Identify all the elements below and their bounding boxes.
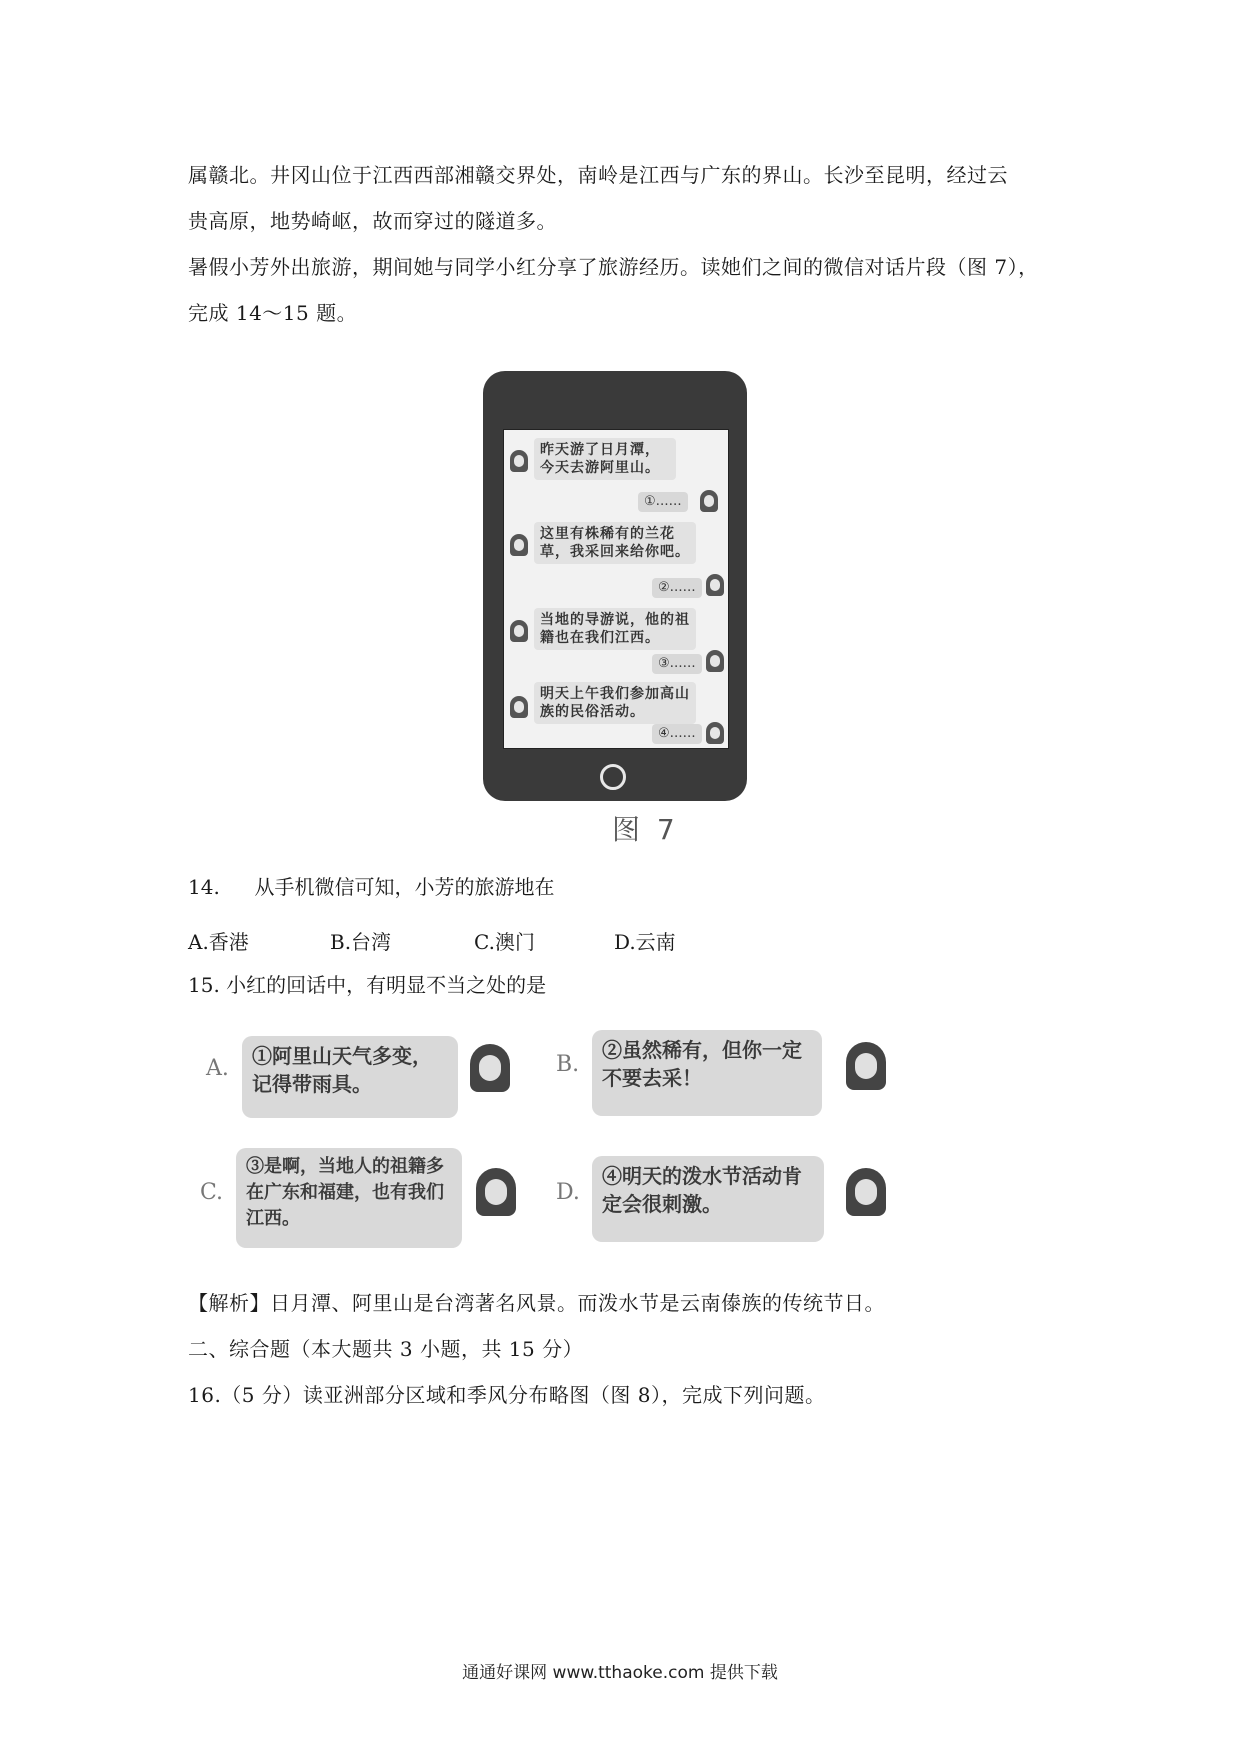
option-b: B.台湾 xyxy=(330,930,392,954)
chat-reply: ①…… xyxy=(638,492,688,512)
page-footer: 通通好课网 www.tthaoke.com 提供下载 xyxy=(462,1663,778,1683)
sender-avatar-icon xyxy=(510,450,528,472)
answer-letter-c: C. xyxy=(200,1180,224,1205)
intro-line-2: 贵高原，地势崎岖，故而穿过的隧道多。 xyxy=(188,209,557,233)
receiver-avatar-icon xyxy=(706,722,724,744)
answer-avatar-icon xyxy=(470,1044,510,1092)
answer-letter-d: D. xyxy=(556,1180,580,1205)
answer-letter-a: A. xyxy=(206,1056,229,1081)
chat-message: 当地的导游说，他的祖籍也在我们江西。 xyxy=(534,608,696,650)
intro-line-3: 暑假小芳外出旅游，期间她与同学小红分享了旅游经历。读她们之间的微信对话片段（图 7）， xyxy=(188,255,1039,279)
option-d: D.云南 xyxy=(614,930,676,954)
answer-bubble-d: ④明天的泼水节活动肯定会很刺激。 xyxy=(592,1156,824,1242)
chat-message: 昨天游了日月潭，今天去游阿里山。 xyxy=(534,438,676,480)
receiver-avatar-icon xyxy=(706,574,724,596)
receiver-avatar-icon xyxy=(700,490,718,512)
question-15-stem: 15. 小红的回话中，有明显不当之处的是 xyxy=(188,973,547,997)
question-14-number: 14. xyxy=(188,875,220,899)
phone-screen xyxy=(503,429,729,749)
sender-avatar-icon xyxy=(510,696,528,718)
section-2-heading: 二、综合题（本大题共 3 小题，共 15 分） xyxy=(188,1337,584,1361)
option-a: A.香港 xyxy=(188,930,249,954)
answer-avatar-icon xyxy=(846,1168,886,1216)
chat-reply: ④…… xyxy=(652,724,702,744)
figure7-caption: 图 7 xyxy=(612,813,679,846)
analysis-text: 【解析】日月潭、阿里山是台湾著名风景。而泼水节是云南傣族的传统节日。 xyxy=(188,1291,885,1315)
chat-message: 明天上午我们参加高山族的民俗活动。 xyxy=(534,682,696,724)
answer-avatar-icon xyxy=(476,1168,516,1216)
answer-bubble-a: ①阿里山天气多变，记得带雨具。 xyxy=(242,1036,458,1118)
question-14 xyxy=(188,872,555,902)
home-button-icon xyxy=(600,764,626,790)
question-16-stem: 16.（5 分）读亚洲部分区域和季风分布略图（图 8），完成下列问题。 xyxy=(188,1383,826,1407)
answer-avatar-icon xyxy=(846,1042,886,1090)
option-c: C.澳门 xyxy=(474,930,535,954)
sender-avatar-icon xyxy=(510,534,528,556)
analysis-and-section xyxy=(188,1280,1068,1418)
figure7-phone xyxy=(483,371,747,801)
sender-avatar-icon xyxy=(510,620,528,642)
chat-reply: ③…… xyxy=(652,654,702,674)
receiver-avatar-icon xyxy=(706,650,724,672)
phone-status-bar xyxy=(507,411,725,423)
answer-bubble-c: ③是啊，当地人的祖籍多在广东和福建，也有我们江西。 xyxy=(236,1148,462,1248)
chat-reply: ②…… xyxy=(652,578,702,598)
intro-line-4: 完成 14～15 题。 xyxy=(188,301,358,325)
answer-bubble-b: ②虽然稀有，但你一定不要去采！ xyxy=(592,1030,822,1116)
chat-message: 这里有株稀有的兰花草，我采回来给你吧。 xyxy=(534,522,696,564)
question-14-stem: 从手机微信可知，小芳的旅游地在 xyxy=(254,875,555,899)
intro-line-1: 属赣北。井冈山位于江西西部湘赣交界处，南岭是江西与广东的界山。长沙至昆明，经过云 xyxy=(188,163,1008,187)
intro-paragraph xyxy=(188,152,1068,336)
answer-letter-b: B. xyxy=(556,1052,580,1077)
